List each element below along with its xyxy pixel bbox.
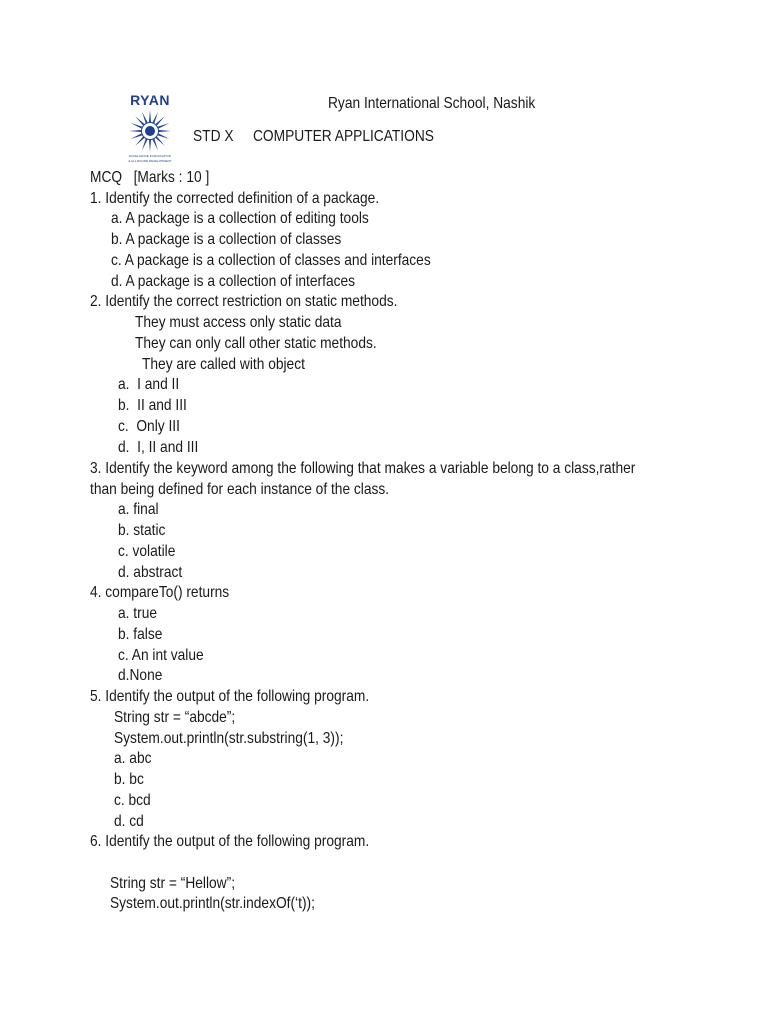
answer-option: a. abc xyxy=(114,750,152,767)
section-title: MCQ [Marks : 10 ] xyxy=(90,169,210,186)
question-stem: 2. Identify the correct restriction on static methods. xyxy=(90,293,398,310)
question-stem: 5. Identify the output of the following program. xyxy=(90,688,370,705)
emblem-ray xyxy=(129,130,141,132)
emblem-ray xyxy=(158,123,170,129)
answer-option: b. II and III xyxy=(118,397,187,414)
code-line: String str = “Hellow”; xyxy=(110,875,236,892)
emblem-ray xyxy=(135,116,144,125)
emblem-ray xyxy=(142,112,148,124)
emblem-ray xyxy=(142,139,148,151)
emblem-ray xyxy=(158,134,170,140)
logo-tagline: EXCELLENCE IN EDUCATION xyxy=(129,154,171,158)
emblem-ray xyxy=(131,134,143,140)
answer-option: a. A package is a collection of editing tools xyxy=(111,210,369,227)
answer-option: d. I, II and III xyxy=(118,439,199,456)
code-line: System.out.println(str.indexOf(‘t)); xyxy=(110,895,315,912)
logo-tagline: & ALL ROUND DEVELOPMENT xyxy=(128,159,172,163)
answer-option: d.None xyxy=(118,667,163,684)
answer-option: d. A package is a collection of interfaces xyxy=(111,273,356,290)
emblem-ray xyxy=(156,116,165,125)
code-line: String str = “abcde”; xyxy=(114,709,236,726)
emblem-ray xyxy=(149,140,151,152)
question-stem: 4. compareTo() returns xyxy=(90,584,230,601)
emblem-ray xyxy=(149,110,151,122)
answer-option: c. Only III xyxy=(118,418,180,435)
statement: They can only call other static methods. xyxy=(135,335,377,352)
answer-option: b. false xyxy=(118,626,163,643)
answer-option: b. static xyxy=(118,522,166,539)
question-stem: 3. Identify the keyword among the following that makes a variable belong to a class,rather xyxy=(90,460,636,477)
answer-option: c. bcd xyxy=(114,792,151,809)
answer-option: d. cd xyxy=(114,813,144,830)
emblem-icon xyxy=(126,108,174,154)
emblem-ray xyxy=(159,130,171,132)
statement: They are called with object xyxy=(142,356,305,373)
emblem-ray xyxy=(153,139,159,151)
question-stem: 1. Identify the corrected definition of a package. xyxy=(90,190,380,207)
code-line: System.out.println(str.substring(1, 3)); xyxy=(114,730,344,747)
answer-option: a. final xyxy=(118,501,159,518)
emblem-ray xyxy=(153,112,159,124)
answer-option: d. abstract xyxy=(118,564,183,581)
emblem-ray xyxy=(135,137,144,146)
answer-option: c. A package is a collection of classes and interfaces xyxy=(111,252,431,269)
answer-option: b. bc xyxy=(114,771,144,788)
school-logo xyxy=(124,92,176,164)
answer-option: c. volatile xyxy=(118,543,176,560)
logo-wordmark: RYAN xyxy=(130,92,170,108)
emblem-ray xyxy=(131,123,143,129)
school-name: Ryan International School, Nashik xyxy=(328,95,536,112)
statement: They must access only static data xyxy=(135,314,342,331)
class-label: STD X xyxy=(193,128,234,145)
answer-option: c. An int value xyxy=(118,647,204,664)
question-stem: 6. Identify the output of the following program. xyxy=(90,833,370,850)
answer-option: a. I and II xyxy=(118,376,180,393)
emblem-ray xyxy=(156,137,165,146)
answer-option: a. true xyxy=(118,605,158,622)
answer-option: b. A package is a collection of classes xyxy=(111,231,342,248)
subject-title: COMPUTER APPLICATIONS xyxy=(253,128,434,145)
question-stem: than being defined for each instance of the class. xyxy=(90,481,390,498)
